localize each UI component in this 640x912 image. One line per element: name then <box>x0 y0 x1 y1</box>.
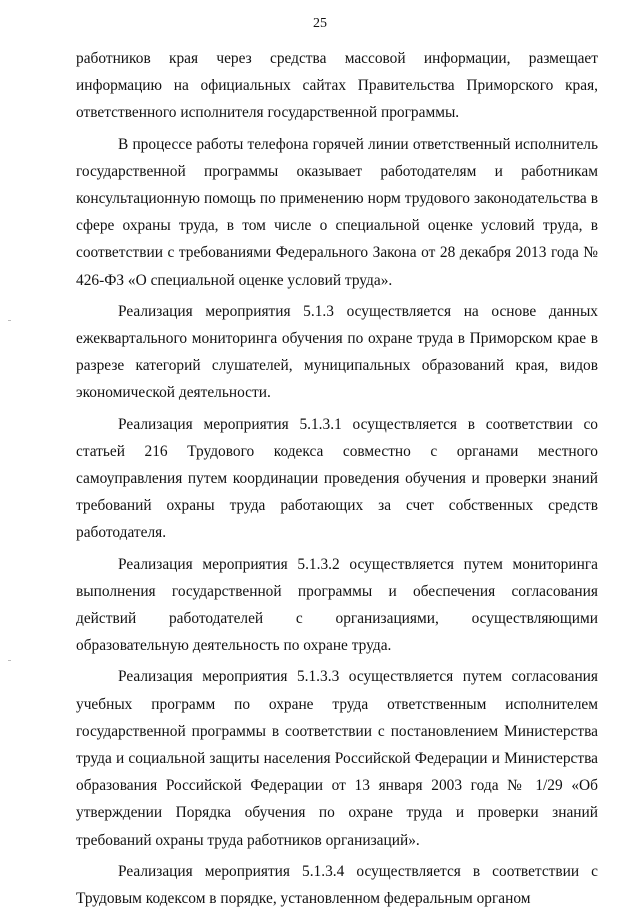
paragraph: Реализация мероприятия 5.1.3.3 осуществляется путем согласования учебных программ по охране труда ответственным исполнителем государственной программы в соответствии с постановлением Министерства труда и социальной защиты населения Российской Федерации и Министерства образования Российской Федерации от 13 января 2003 года № 1/29 «Об утверждении Порядка обучения по охране труда и проверки знаний требований охраны труда работников организаций». <box>76 668 598 849</box>
document-body <box>76 45 598 912</box>
paragraph: работников края через средства массовой информации, размещает информацию на официальных сайтах Правительства Приморского края, ответственного исполнителя государственной программы. <box>76 50 598 122</box>
scan-margin-mark <box>8 660 11 661</box>
paragraph: Реализация мероприятия 5.1.3 осуществляется на основе данных ежеквартального мониторинга обучения по охране труда в Приморском крае в разрезе категорий слушателей, муниципальных образований края, видов экономической деятельности. <box>76 302 598 402</box>
paragraph: Реализация мероприятия 5.1.3.4 осуществляется в соответствии с Трудовым кодексом в порядке, установленном федеральным органом <box>76 862 598 908</box>
page-number: 25 <box>313 16 327 31</box>
paragraph: Реализация мероприятия 5.1.3.2 осуществляется путем мониторинга выполнения государственной программы и обеспечения согласования действий работодателей с организациями, осуществляющими образовательную деятельность по охране труда. <box>76 555 598 655</box>
paragraph: Реализация мероприятия 5.1.3.1 осуществляется в соответствии со статьей 216 Трудового кодекса совместно с органами местного самоуправления путем координации проведения обучения и проверки знаний требований охраны труда работающих за счет собственных средств работодателя. <box>76 415 598 542</box>
scan-margin-mark <box>8 320 11 321</box>
paragraph: В процессе работы телефона горячей линии ответственный исполнитель государственной программы оказывает работодателям и работникам консультационную помощь по применению норм трудового законодательства в сфере охраны труда, в том числе о специальной оценке условий труда, в соответствии с требованиями Федерального Закона от 28 декабря 2013 года № 426-ФЗ «О специальной оценке условий труда». <box>76 135 598 289</box>
